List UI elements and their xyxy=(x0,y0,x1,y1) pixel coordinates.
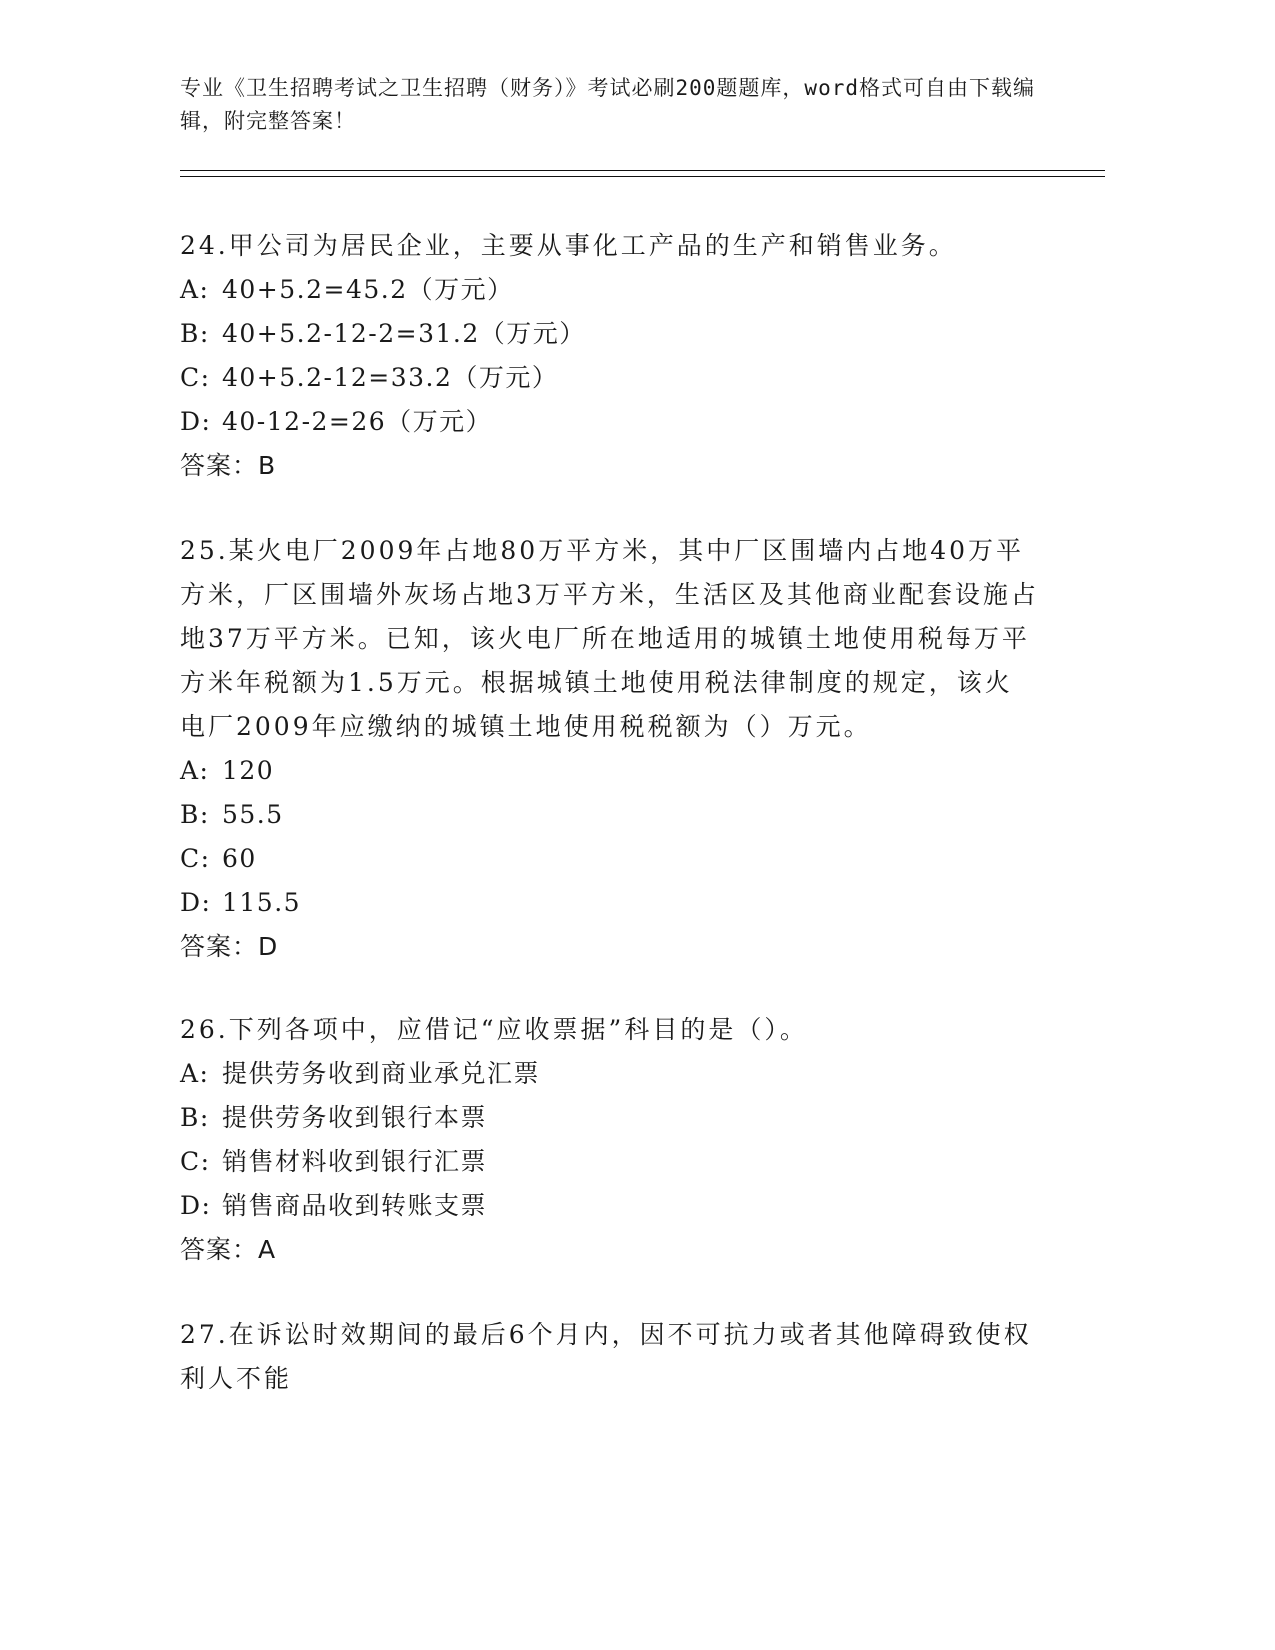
option-key: D: xyxy=(180,1191,212,1220)
option-b xyxy=(180,1096,1040,1140)
question-stem: 24.甲公司为居民企业，主要从事化工产品的生产和销售业务。 xyxy=(180,231,957,260)
question-stem: 26.下列各项中，应借记“应收票据”科目的是（）。 xyxy=(180,1015,808,1044)
option-text: 提供劳务收到商业承兑汇票 xyxy=(222,1059,541,1088)
option-key: D: xyxy=(180,407,212,436)
question-27 xyxy=(180,1313,1040,1401)
option-text: 55.5 xyxy=(222,800,284,829)
option-c xyxy=(180,837,1040,881)
option-key: B: xyxy=(180,1103,210,1132)
option-text: 120 xyxy=(222,756,275,785)
option-a xyxy=(180,268,1040,312)
header-divider-bottom xyxy=(180,176,1105,177)
option-d xyxy=(180,1184,1040,1228)
question-26 xyxy=(180,1008,1040,1272)
option-text: 40+5.2=45.2（万元） xyxy=(222,275,514,304)
option-key: C: xyxy=(180,363,211,392)
option-c xyxy=(180,356,1040,400)
option-a xyxy=(180,1052,1040,1096)
question-stem: 27.在诉讼时效期间的最后6个月内，因不可抗力或者其他障碍致使权利人不能 xyxy=(180,1320,1032,1393)
option-text: 40+5.2-12-2=31.2（万元） xyxy=(222,319,586,348)
option-text: 115.5 xyxy=(222,888,302,917)
option-d xyxy=(180,400,1040,444)
option-key: C: xyxy=(180,844,211,873)
option-text: 60 xyxy=(222,844,257,873)
option-d xyxy=(180,881,1040,925)
option-text: 40-12-2=26（万元） xyxy=(222,407,493,436)
option-key: A: xyxy=(180,275,210,304)
option-key: A: xyxy=(180,756,210,785)
option-key: C: xyxy=(180,1147,211,1176)
option-text: 销售商品收到转账支票 xyxy=(222,1191,488,1220)
option-b xyxy=(180,793,1040,837)
answer-line: 答案：D xyxy=(180,932,279,961)
option-key: B: xyxy=(180,319,210,348)
header-divider-top xyxy=(180,170,1105,171)
answer-line: 答案：B xyxy=(180,451,277,480)
document-header: 专业《卫生招聘考试之卫生招聘（财务）》考试必刷200题题库，word格式可自由下载编辑，附完整答案！ xyxy=(180,76,1035,133)
option-key: B: xyxy=(180,800,210,829)
option-a xyxy=(180,749,1040,793)
question-stem: 25.某火电厂2009年占地80万平方米，其中厂区围墙内占地40万平方米，厂区围墙外灰场占地3万平方米，生活区及其他商业配套设施占地37万平方米。已知，该火电厂所在地适用的城镇土地使用税每万平方米年税额为1.5万元。根据城镇土地使用税法律制度的规定，该火电厂2009年应缴纳的城镇土地使用税税额为（）万元。 xyxy=(180,536,1039,741)
option-text: 40+5.2-12=33.2（万元） xyxy=(222,363,559,392)
option-key: A: xyxy=(180,1059,210,1088)
option-c xyxy=(180,1140,1040,1184)
question-25 xyxy=(180,529,1040,969)
option-text: 销售材料收到银行汇票 xyxy=(222,1147,488,1176)
option-text: 提供劳务收到银行本票 xyxy=(222,1103,488,1132)
option-key: D: xyxy=(180,888,212,917)
answer-line: 答案：A xyxy=(180,1235,277,1264)
option-b xyxy=(180,312,1040,356)
question-24 xyxy=(180,224,1040,488)
